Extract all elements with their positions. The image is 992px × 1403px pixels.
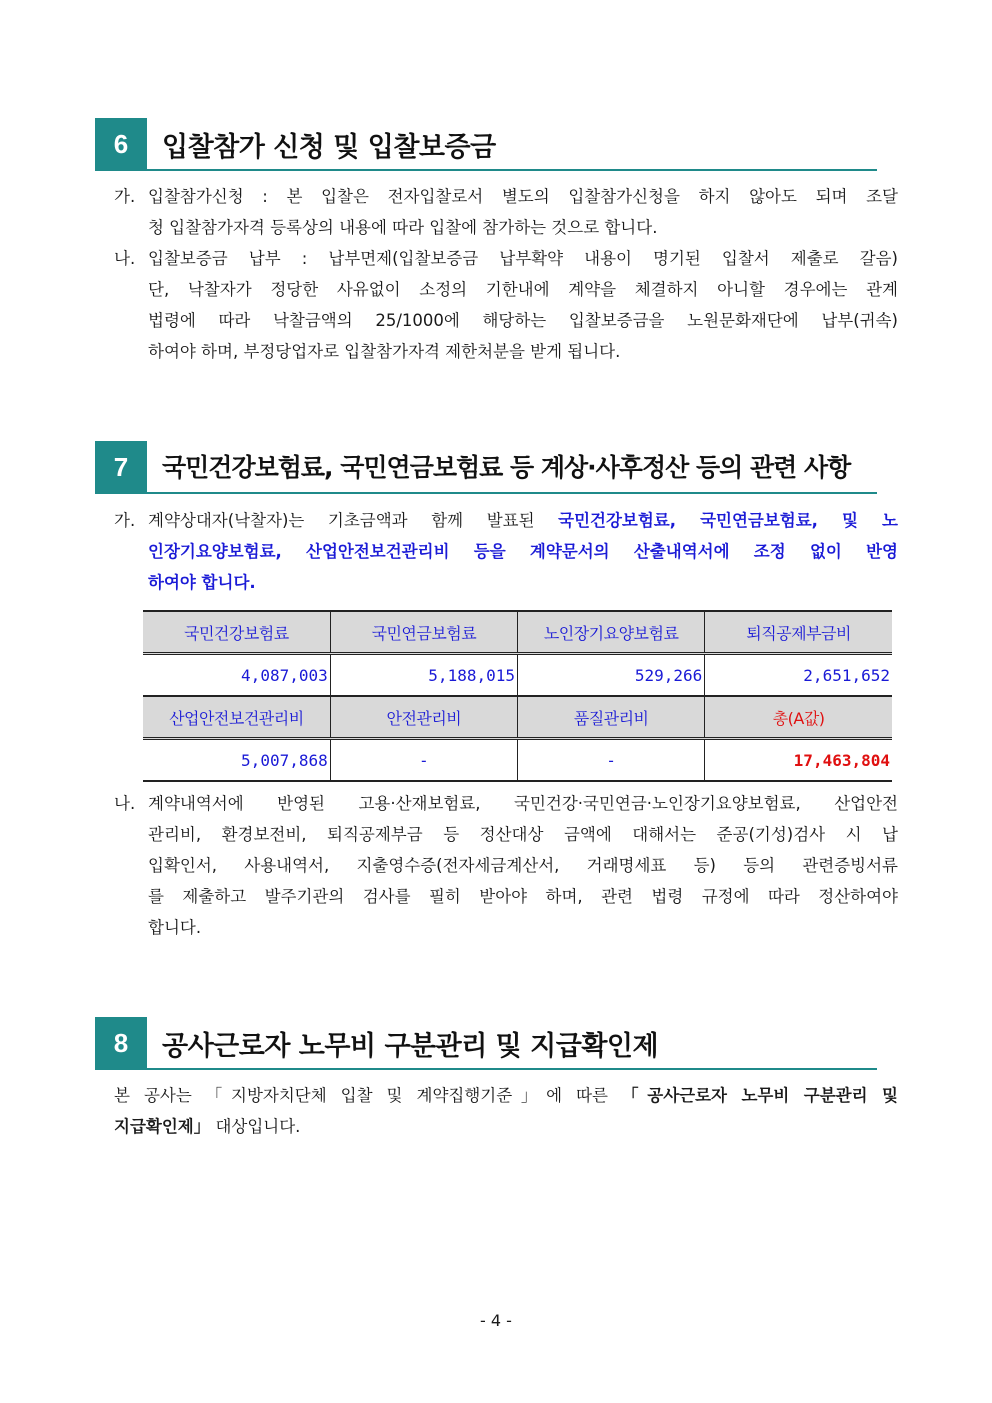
text-segment: 계약상대자(낙찰자)는 기초금액과 함께 발표된 — [148, 511, 559, 530]
highlighted-text: 국민건강보험료, 국민연금보험료, 및 노 — [558, 511, 898, 530]
text-line — [114, 1080, 898, 1111]
item-marker: 나. — [114, 249, 136, 268]
text-line: 입확인서, 사용내역서, 지출영수증(전자세금계산서, 거래명세표 등) 등의 관련증빙서류 — [148, 856, 898, 875]
section-underline — [147, 1068, 877, 1070]
table-header-cell: 안전관리비 — [330, 696, 517, 739]
item-marker: 나. — [114, 794, 136, 813]
table-header-row — [143, 696, 892, 739]
text-line — [148, 505, 898, 536]
table-header-cell: 노인장기요양보험료 — [518, 611, 705, 654]
table-cell: 5,007,868 — [143, 739, 330, 782]
section-7-header — [95, 441, 877, 494]
bold-text: 「공사근로자 노무비 구분관리 및 — [622, 1086, 898, 1105]
table-cell: - — [330, 739, 517, 782]
section-8-body — [114, 1080, 898, 1142]
text-line: 계약내역서에 반영된 고용·산재보험료, 국민건강·국민연금·노인장기요양보험료, 산업안전 — [148, 794, 898, 813]
item-na — [114, 788, 898, 943]
item-ga — [114, 505, 898, 598]
table-header-cell: 품질관리비 — [518, 696, 705, 739]
text-segment: 본 공사는 「지방자치단체 입찰 및 계약집행기준」에 따른 — [114, 1086, 622, 1105]
text-line — [114, 1111, 898, 1142]
section-number: 7 — [95, 441, 147, 494]
text-segment: 대상입니다. — [210, 1117, 301, 1136]
table-header-row — [143, 611, 892, 654]
item-marker: 가. — [114, 187, 136, 206]
section-7-item-na — [114, 788, 898, 943]
section-number: 8 — [95, 1017, 147, 1070]
table-row — [143, 739, 892, 782]
section-title: 국민건강보험료, 국민연금보험료 등 계상·사후정산 등의 관련 사항 — [162, 453, 851, 482]
text-line: 입찰참가신청 : 본 입찰은 전자입찰로서 별도의 입찰참가신청을 하지 않아도 되며 조달 — [148, 187, 898, 206]
text-line: 를 제출하고 발주기관의 검사를 필히 받아야 하며, 관련 법령 규정에 따라 정산하여야 — [148, 887, 898, 906]
section-7-item-ga — [114, 505, 898, 598]
item-marker: 가. — [114, 511, 136, 530]
table-header-cell: 국민건강보험료 — [143, 611, 330, 654]
item-ga — [114, 181, 898, 243]
section-underline — [147, 492, 877, 494]
section-8-header — [95, 1017, 877, 1070]
text-line: 청 입찰참가자격 등록상의 내용에 따라 입찰에 참가하는 것으로 합니다. — [148, 218, 658, 237]
page-number: - 4 - — [480, 1311, 512, 1330]
table-cell: 5,188,015 — [330, 654, 517, 697]
text-line: 하여야 하며, 부정당업자로 입찰참가자격 제한처분을 받게 됩니다. — [148, 342, 621, 361]
table-cell: 529,266 — [518, 654, 705, 697]
section-6-header — [95, 118, 877, 171]
highlighted-text-line: 하여야 합니다. — [148, 573, 256, 592]
table-row — [143, 654, 892, 697]
total-header-cell: 총(A값) — [705, 696, 892, 739]
table-cell: 4,087,003 — [143, 654, 330, 697]
insurance-cost-table — [143, 610, 892, 782]
table-header-cell: 국민연금보험료 — [330, 611, 517, 654]
text-line: 단, 낙찰자가 정당한 사유없이 소정의 기한내에 계약을 체결하지 아니할 경우에는 관계 — [148, 280, 898, 299]
section-title: 공사근로자 노무비 구분관리 및 지급확인제 — [162, 1031, 659, 1062]
highlighted-text-line: 인장기요양보험료, 산업안전보건관리비 등을 계약문서의 산출내역서에 조정 없이 반영 — [148, 542, 898, 561]
text-line: 입찰보증금 납부 : 납부면제(입찰보증금 납부확약 내용이 명기된 입찰서 제출로 갈음) — [148, 249, 898, 268]
bold-text: 지급확인제」 — [114, 1117, 211, 1136]
text-line: 관리비, 환경보전비, 퇴직공제부금 등 정산대상 금액에 대해서는 준공(기성)검사 시 납 — [148, 825, 898, 844]
section-number: 6 — [95, 118, 147, 171]
section-title: 입찰참가 신청 및 입찰보증금 — [162, 132, 496, 163]
text-line: 합니다. — [148, 918, 202, 937]
table-cell: 2,651,652 — [705, 654, 892, 697]
section-6-body — [114, 181, 898, 367]
total-value-cell: 17,463,804 — [705, 739, 892, 782]
table-header-cell: 퇴직공제부금비 — [705, 611, 892, 654]
text-line: 법령에 따라 낙찰금액의 25/1000에 해당하는 입찰보증금을 노원문화재단에 납부(귀속) — [148, 311, 898, 330]
section-underline — [147, 169, 877, 171]
table-cell: - — [518, 739, 705, 782]
item-na — [114, 243, 898, 367]
table-header-cell: 산업안전보건관리비 — [143, 696, 330, 739]
